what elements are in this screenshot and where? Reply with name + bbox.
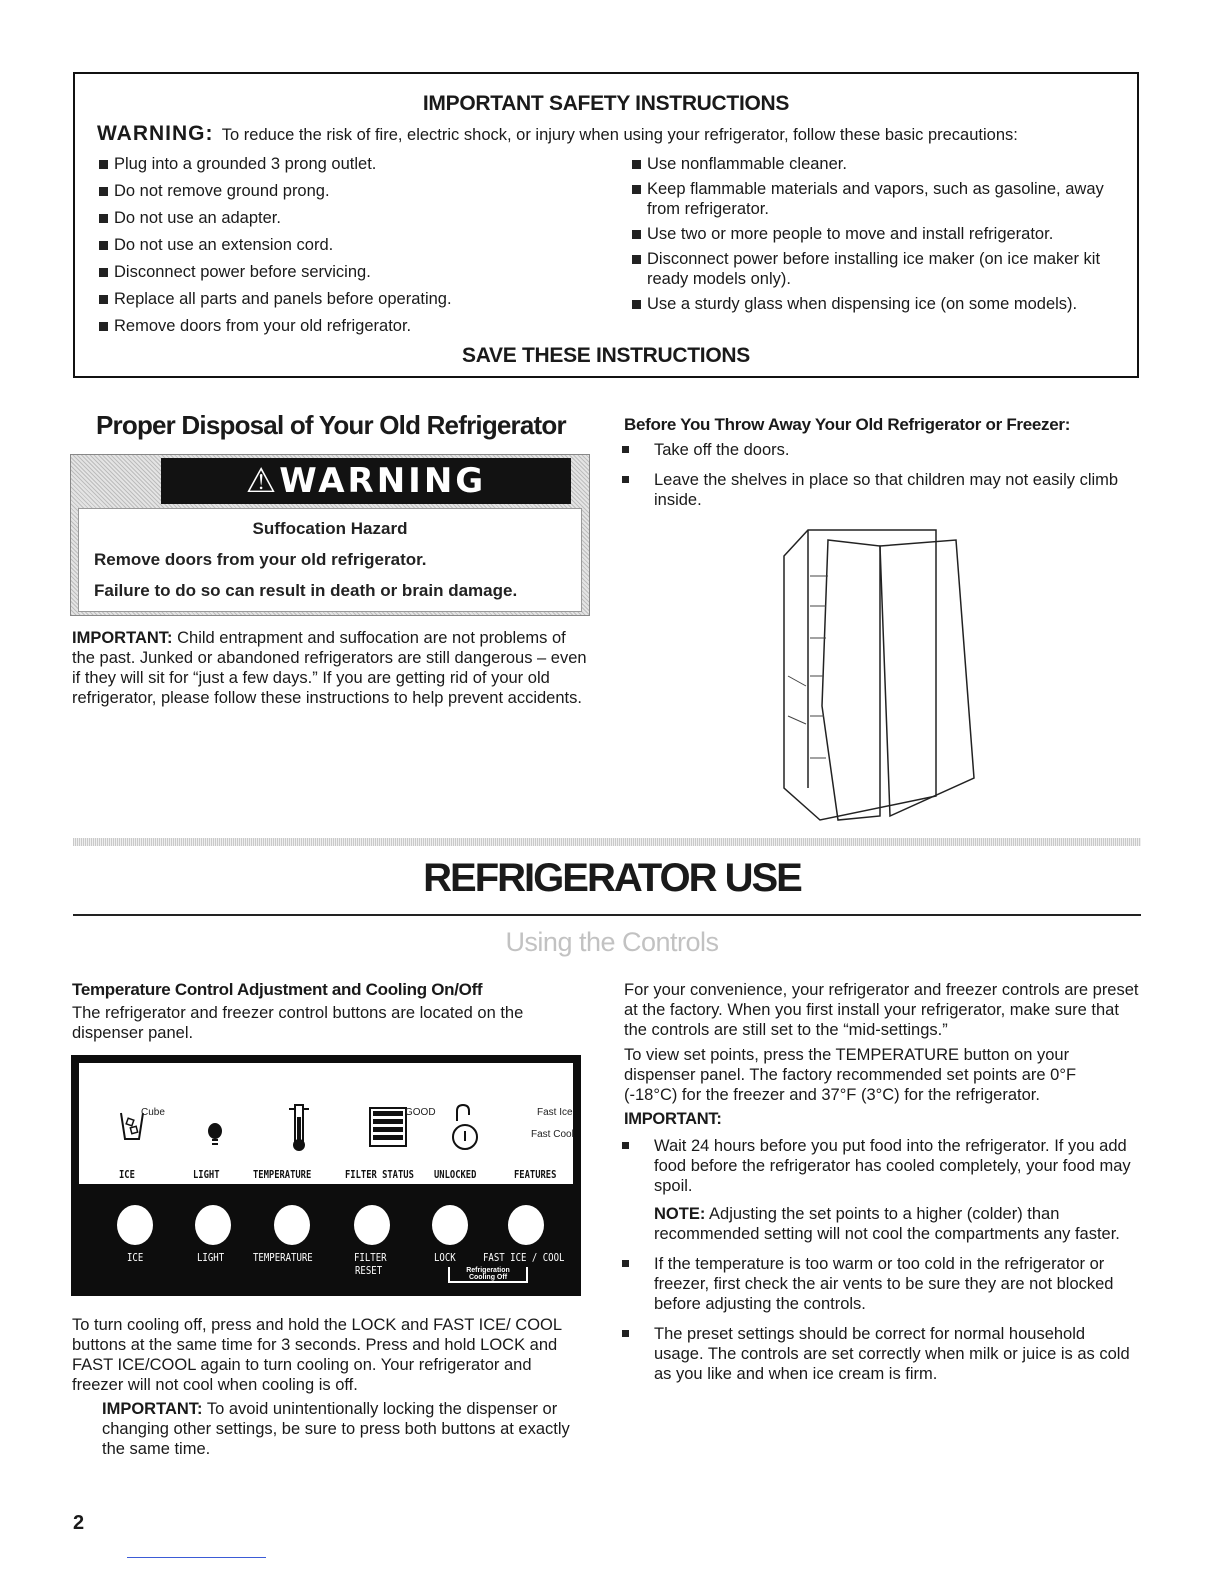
fast-ice-cool-button-label: FAST ICE / COOL: [483, 1251, 565, 1264]
before-heading: Before You Throw Away Your Old Refrigerator or Freezer:: [624, 415, 1071, 434]
hazard-line-1: Remove doors from your old refrigerator.: [94, 550, 427, 569]
list-item: [622, 1136, 1137, 1244]
panel-display: [79, 1063, 573, 1184]
list-item: Do not use an adapter.: [97, 208, 597, 235]
page-number: 2: [73, 1512, 85, 1534]
hazard-line-2: Failure to do so can result in death or brain damage.: [94, 581, 518, 600]
important-text: To avoid unintentionally locking the dispenser or changing other settings, be sure to press both buttons at exactly the same time.: [102, 1400, 570, 1458]
safety-list-right: [630, 154, 1130, 319]
warning-content: [78, 508, 582, 612]
temp-important: [102, 1399, 580, 1459]
warning-text: To reduce the risk of fire, electric shock, or injury when using your refrigerator, follow these basic precautions:: [221, 126, 1018, 144]
unlocked-icon: [451, 1103, 479, 1153]
lock-button-label: LOCK: [434, 1251, 456, 1264]
list-item: Use nonflammable cleaner.: [630, 154, 1130, 174]
list-item: Replace all parts and panels before operating.: [97, 289, 597, 316]
cooling-off-text: To turn cooling off, press and hold the LOCK and FAST ICE/ COOL buttons at the same time for 3 seconds. Press and hold LOCK and FAST ICE/COOL again to turn cooling on. Your refrigerator and freezer will not cool when cooling is off.: [72, 1316, 562, 1394]
warning-title: ⚠WARNING: [245, 461, 487, 501]
safety-warning: [97, 122, 1018, 146]
ice-button: [117, 1205, 153, 1245]
list-item: Use two or more people to move and install refrigerator.: [630, 224, 1130, 244]
cube-label: Cube: [141, 1107, 165, 1118]
temperature-button-label: TEMPERATURE: [253, 1251, 313, 1264]
temperature-button: [274, 1205, 310, 1245]
bracket-line-1: Refrigeration: [466, 1267, 510, 1274]
bracket-line-2: Cooling Off: [468, 1274, 508, 1281]
safety-list-left: [97, 154, 597, 343]
light-label: LIGHT: [193, 1168, 220, 1181]
fast-ice-cool-button: [508, 1205, 544, 1245]
cooling-off-bracket: [448, 1267, 528, 1283]
list-item: The preset settings should be correct for normal household usage. The controls are set correctly when milk or juice is as cold as you like and when ice cream is firm.: [622, 1324, 1137, 1384]
hazard-title: Suffocation Hazard: [252, 519, 408, 538]
control-panel-illustration: [71, 1055, 581, 1296]
refrigerator-illustration: [780, 526, 980, 822]
important-text: Child entrapment and suffocation are not problems of the past. Junked or abandoned refrigerators are still dangerous – even if they will sit for “just a few days.” If you are getting rid of your old refrigerator, please follow these instructions to help prevent accidents.: [72, 629, 587, 707]
before-list: [622, 440, 1122, 510]
temperature-label: TEMPERATURE: [253, 1168, 312, 1181]
disposal-heading: Proper Disposal of Your Old Refrigerator: [96, 410, 566, 440]
ice-label: ICE: [119, 1168, 135, 1181]
safety-instructions-box: [73, 72, 1139, 378]
filter-status-icon: [369, 1107, 407, 1147]
right-important-label: IMPORTANT:: [624, 1110, 722, 1128]
wait-text: Wait 24 hours before you put food into the refrigerator. If you add food before the refrigerator has cooled completely, your food may spoil.: [654, 1137, 1131, 1195]
list-item: If the temperature is too warm or too cold in the refrigerator or freezer, first check the air vents to be sure they are not blocked before adjusting the controls.: [622, 1254, 1137, 1314]
fast-cool-label: Fast Cool: [531, 1129, 574, 1140]
list-item: Use a sturdy glass when dispensing ice (on some models).: [630, 294, 1130, 314]
section-title: REFRIGERATOR USE: [423, 856, 801, 900]
temp-intro: The refrigerator and freezer control buttons are located on the dispenser panel.: [72, 1004, 524, 1042]
important-list: [622, 1136, 1137, 1384]
list-item: Remove doors from your old refrigerator.: [97, 316, 597, 343]
good-label: GOOD: [405, 1107, 436, 1118]
filter-status-label: FILTER STATUS: [345, 1168, 414, 1181]
set-points-paragraph: To view set points, press the TEMPERATURE button on your dispenser panel. The factory recommended set points are 0°F (-18°C) for the freezer and 37°F (3°C) for the refrigerator.: [624, 1046, 1077, 1104]
list-item: Plug into a grounded 3 prong outlet.: [97, 154, 597, 181]
save-instructions: SAVE THESE INSTRUCTIONS: [462, 344, 750, 367]
preset-paragraph: For your convenience, your refrigerator and freezer controls are preset at the factory. When you first install your refrigerator, make sure that the controls are still set to the “mid-settings.”: [624, 981, 1139, 1039]
list-item: Keep flammable materials and vapors, such as gasoline, away from refrigerator.: [630, 179, 1130, 219]
list-item: Do not use an extension cord.: [97, 235, 597, 262]
filter-reset-button: [354, 1205, 390, 1245]
light-button-label: LIGHT: [197, 1251, 225, 1264]
note-text: Adjusting the set points to a higher (colder) than recommended setting will not cool the compartments any faster.: [654, 1205, 1120, 1243]
reset-button-label: RESET: [355, 1264, 383, 1277]
footer-line: [127, 1557, 266, 1558]
note: [654, 1204, 1137, 1244]
list-item: Disconnect power before installing ice maker (on ice maker kit ready models only).: [630, 249, 1130, 289]
lock-button: [432, 1205, 468, 1245]
light-bulb-icon: [207, 1123, 223, 1151]
temp-heading: Temperature Control Adjustment and Cooling On/Off: [72, 980, 483, 999]
features-label: FEATURES: [514, 1168, 557, 1181]
safety-title: IMPORTANT SAFETY INSTRUCTIONS: [422, 92, 790, 115]
unlocked-label: UNLOCKED: [434, 1168, 477, 1181]
light-button: [195, 1205, 231, 1245]
list-item: Take off the doors.: [622, 440, 1122, 460]
list-item: Disconnect power before servicing.: [97, 262, 597, 289]
section-divider: [73, 838, 1141, 846]
warning-banner: [161, 458, 571, 504]
subsection-title: Using the Controls: [505, 927, 719, 957]
warning-box: [70, 454, 590, 616]
important-label: IMPORTANT:: [72, 629, 173, 647]
list-item: Do not remove ground prong.: [97, 181, 597, 208]
warning-label: WARNING:: [97, 122, 214, 145]
disposal-important: [72, 628, 590, 708]
fast-ice-label: Fast Ice: [537, 1107, 573, 1118]
important-label: IMPORTANT:: [102, 1400, 203, 1418]
list-item: Leave the shelves in place so that children may not easily climb inside.: [622, 470, 1122, 510]
filter-button-label: FILTER: [354, 1251, 387, 1264]
ice-button-label: ICE: [127, 1251, 144, 1264]
note-label: NOTE:: [654, 1205, 706, 1223]
heading-rule: [73, 914, 1141, 916]
thermometer-icon: [287, 1103, 311, 1153]
